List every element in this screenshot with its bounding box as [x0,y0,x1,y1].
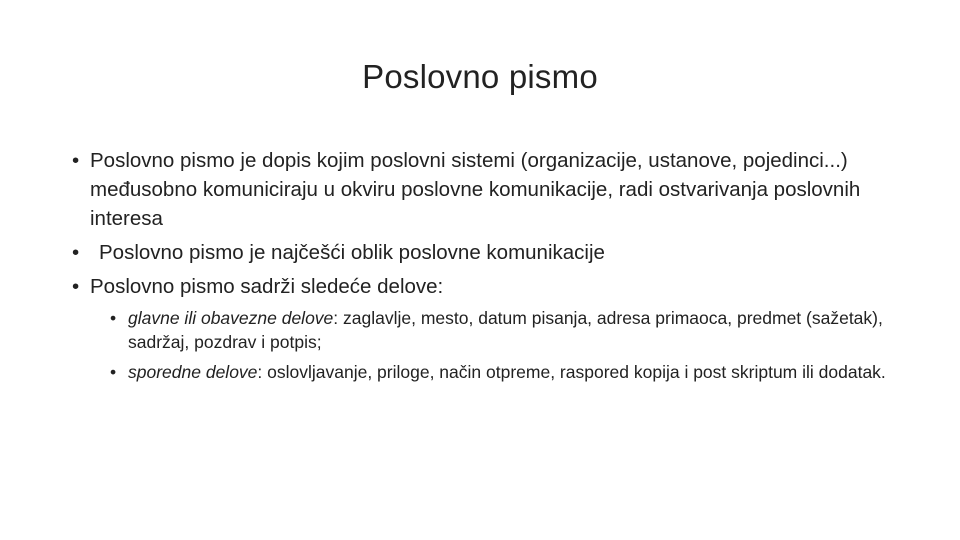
bullet-text: Poslovno pismo je najčešći oblik poslovne komunikacije [99,241,605,264]
bullet-text: Poslovno pismo sadrži sledeće delove: [90,275,444,298]
sub-bullet-list [90,306,910,384]
bullet-icon: • [72,241,80,264]
bullet-icon: • [110,362,117,382]
bullet-icon: • [110,308,117,328]
sub-list-item [108,306,910,354]
list-item [70,146,910,233]
list-item [70,238,910,267]
sub-item-text: : zaglavlje, mesto, datum pisanja, adresa primaoca, predmet (sažetak), sadržaj, pozdrav i potpis; [128,308,883,352]
list-item [70,272,910,384]
bullet-icon: • [72,149,80,172]
bullet-list [70,146,910,390]
sub-item-emphasis: glavne ili obavezne delove [128,308,334,328]
bullet-icon: • [72,275,80,298]
sub-list-item [108,360,910,384]
bullet-text: Poslovno pismo je dopis kojim poslovni sistemi (organizacije, ustanove, pojedinci...) međusobno komuniciraju u okviru poslovne komunikacije, radi ostvarivanja poslovnih interesa [90,149,861,230]
sub-item-emphasis: sporedne delove [128,362,258,382]
sub-item-text: : oslovljavanje, priloge, način otpreme, raspored kopija i post skriptum ili dodatak. [257,362,886,382]
slide-title: Poslovno pismo [362,58,598,95]
